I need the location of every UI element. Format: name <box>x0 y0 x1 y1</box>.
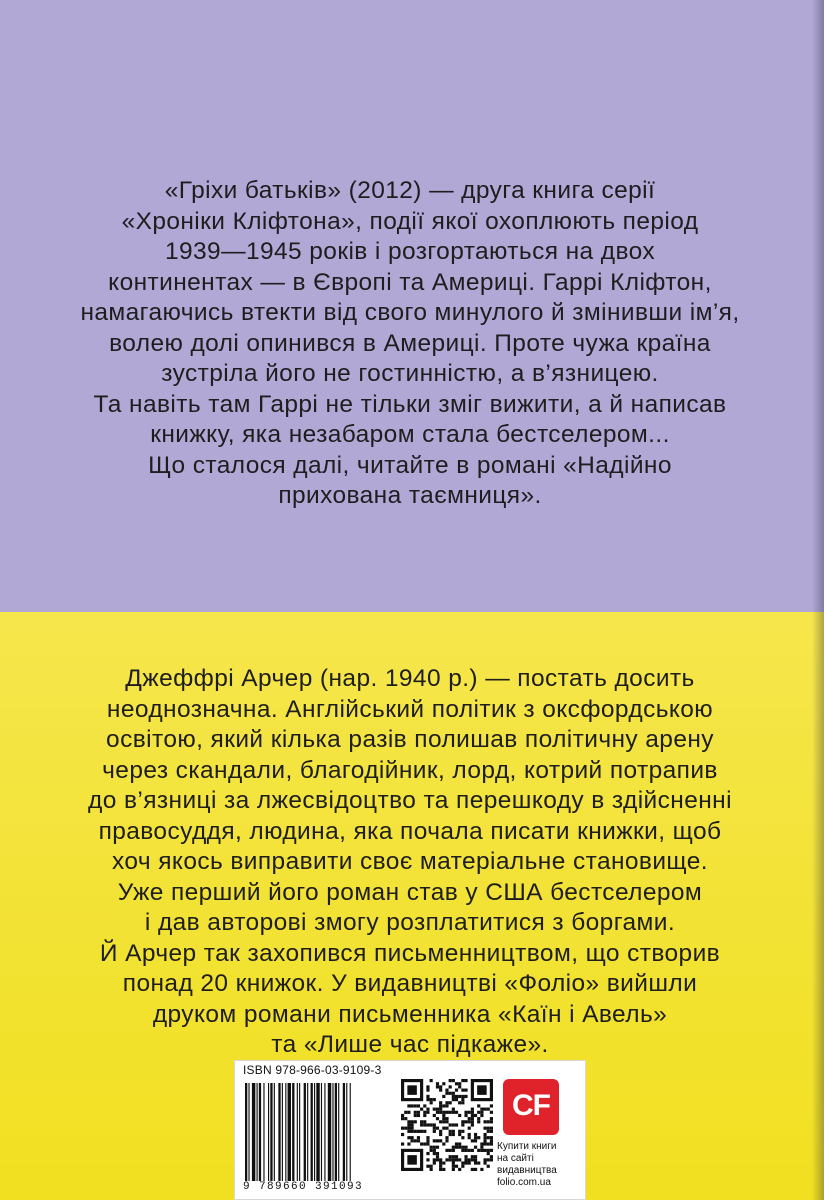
description-line: 1939—1945 років і розгортаються на двох <box>164 238 656 265</box>
bio-line: до в’язниці за лжесвідоцтво та перешкоду в здійсненні <box>88 787 732 814</box>
publisher-logo-icon <box>503 1079 559 1135</box>
buy-online-note <box>497 1141 583 1189</box>
description-line: прихована таємниця». <box>278 482 542 509</box>
bio-line: через скандали, благодійник, лорд, котрий потрапив <box>102 756 718 784</box>
buy-line: видавництва <box>497 1165 557 1176</box>
bio-line: неоднозначна. Англійський політик з оксфордською <box>106 695 714 723</box>
barcode-label <box>234 1060 586 1200</box>
bio-line: освітою, який кілька разів полишав політичну арену <box>106 726 714 753</box>
description-line: Що сталося далі, читайте в романі «Надійно <box>148 451 672 479</box>
bio-line: та «Лише час підкаже». <box>271 1031 549 1058</box>
buy-line: Купити книги <box>497 1141 557 1152</box>
barcode-icon <box>243 1083 393 1181</box>
qr-code-icon <box>401 1079 493 1171</box>
description-line: «Хроніки Кліфтона», події якої охоплюють період <box>121 207 699 235</box>
buy-line: на сайті <box>497 1153 534 1164</box>
description-line: зустріла його не гостинністю, а в’язницею. <box>161 360 659 387</box>
author-biography <box>40 664 780 1061</box>
bio-line: правосуддя, людина, яка почала писати книжки, щоб <box>98 817 722 845</box>
spine-shadow <box>812 0 824 1200</box>
bio-line: хоч якось виправити своє матеріальне становище. <box>112 848 708 875</box>
publisher-logo-text: CF <box>512 1089 550 1122</box>
description-line: книжку, яка незабаром стала бестселером... <box>150 421 670 448</box>
description-line: Та навіть там Гаррі не тільки зміг вижити, а й написав <box>93 390 727 418</box>
book-description <box>40 176 780 512</box>
description-line: волею долі опинився в Америці. Проте чужа країна <box>109 329 711 357</box>
buy-line: folio.com.ua <box>497 1177 551 1188</box>
bio-line: Уже перший його роман став у США бестселером <box>117 878 703 906</box>
description-line: «Гріхи батьків» (2012) — друга книга серії <box>164 177 656 204</box>
bio-line: понад 20 книжок. У видавництві «Фоліо» вийшли <box>122 970 698 997</box>
isbn-text: ISBN 978-966-03-9109-3 <box>243 1063 382 1077</box>
bio-line: Джеффрі Арчер (нар. 1940 р.) — постать досить <box>125 665 695 692</box>
description-line: намагаючись втекти від свого минулого й змінивши ім’я, <box>80 299 740 326</box>
bio-line: друком романи письменника «Каїн і Авель» <box>152 1000 668 1028</box>
description-line: континентах — в Європі та Америці. Гаррі Кліфтон, <box>108 268 712 296</box>
bio-line: і дав авторові змогу розплатитися з боргами. <box>144 909 676 936</box>
barcode-digits: 9 789660 391093 <box>243 1181 364 1193</box>
bio-line: Й Арчер так захопився письменництвом, що створив <box>99 939 721 967</box>
